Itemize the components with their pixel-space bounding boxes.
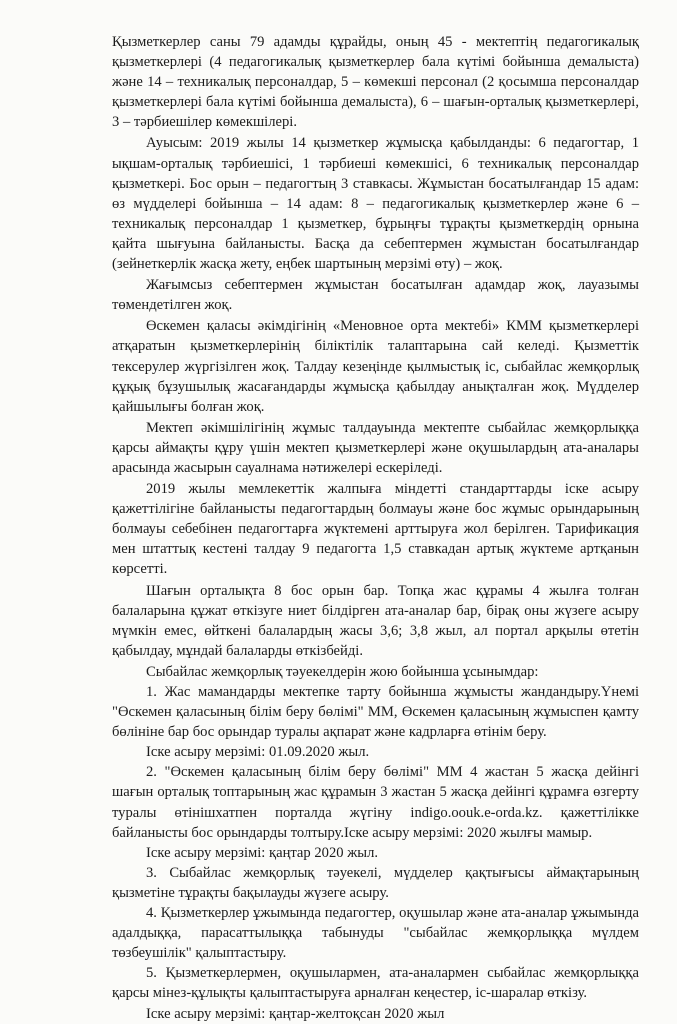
paragraph-qualification: Өскемен қаласы әкімдігінің «Меновное орта мектебі» КММ қызметкерлері атқаратын қызметкерлерінің біліктілік талаптарына сай келеді. Қызметтік тексерулер жүргізілген жоқ. Талдау кезеңінде қылмыстық іс, сыбайлас жемқорлық құқық бұзушылық жасағандарды жұмысқа қабылдау анықталған жоқ. Мүдделер қайшылығы болған жоқ. <box>112 318 639 415</box>
paragraph-mini-center: Шағын орталықта 8 бос орын бар. Топқа жас құрамы 4 жылға толған балаларына құжат өткізуге ниет білдірген ата-аналар бар, бірақ оны жүзеге асыру мүмкін емес, өйткені балалардың жасы 3,6; 3,8 жыл, ал портал арқылы өтетін қабылдау, мұндай балаларды өткізбейді. <box>112 582 639 659</box>
recommendation-1: 1. Жас мамандарды мектепке тарту бойынша жұмысты жандандыру.Үнемі "Өскемен қаласының білім беру бөлімі" ММ, Өскемен қаласының жұмыспен қамту бөлініне бар бос орындар туралы ақпарат және кадрларға өтінім беру. <box>112 684 639 741</box>
deadline-final: Іске асыру мерзімі: қаңтар-желтоқсан 2020 жыл <box>146 1005 445 1022</box>
recommendations-heading: Сыбайлас жемқорлық тәуекелдерін жою бойынша ұсынымдар: <box>146 663 539 680</box>
deadline-2: Іске асыру мерзімі: қаңтар 2020 жыл. <box>146 844 379 861</box>
recommendation-3: 3. Сыбайлас жемқорлық тәуекелі, мүдделер қақтығысы аймақтарының қызметіне тұрақты бақылауды жүзеге асыру. <box>112 864 639 901</box>
recommendation-2: 2. "Өскемен қаласының білім беру бөлімі" ММ 4 жастан 5 жасқа дейінгі шағын орталық топтарының жас құрамын 3 жастан 5 жасқа дейінгі құрамға өзгерту туралы өтінішхатпен порталда жүгіну indigo.oouk.e-orda.kz. қажеттілікке байланысты бос орындарды толтыру.Іске асыру мерзімі: 2020 жылғы мамыр. <box>112 764 639 841</box>
recommendation-4: 4. Қызметкерлер ұжымында педагогтер, оқушылар және ата-аналар ұжымында адалдыққа, парасаттылыққа табынуды "сыбайлас жемқорлыққа мүлдем төзбеушілік" қалыптастыру. <box>112 905 639 962</box>
paragraph-turnover: Ауысым: 2019 жылы 14 қызметкер жұмысқа қабылданды: 6 педагогтар, 1 ықшам-орталық тәрбиешісі, 1 тәрбиеші көмекшісі, 6 техникалық персоналдар қызметкері. Бос орын – педагогтың 3 ставкасы. Жұмыстан босатылғандар 15 адам: өз мүдделері бойынша – 14 адам: 8 – педагогикалық қызметкерлер және 6 – техникалық персоналдар 1 қызметкер, бұрыңғы тұрақты қызметкердің орнына қайта шығуына байланысты. Басқа да себептермен жұмыстан босатылғандар (зейнеткерлік жасқа жету, еңбек шартының мерзімі өту) – жоқ. <box>112 135 639 273</box>
recommendation-5: 5. Қызметкерлермен, оқушылармен, ата-аналармен сыбайлас жемқорлыққа қарсы мінез-құлықты қалыптастыруға арналған кеңестер, іс-шаралар өткізу. <box>112 965 639 1002</box>
paragraph-workload: 2019 жылы мемлекеттік жалпыға міндетті стандарттарды іске асыру қажеттілігіне байланысты педагогтардың болмауы және бос жұмыс орындарының болмауы себебінен педагогтарға жүктемені арттыруға жол берілген. Тарификация мен штаттық кестені талдау 9 педагогта 1,5 ставкадан артық жүктеме артқанын көрсетті. <box>112 481 639 578</box>
paragraph-survey: Мектеп әкімшілігінің жұмыс талдауында мектепте сыбайлас жемқорлыққа қарсы аймақты құру үшін мектеп қызметкерлері және оқушылардың ата-аналары арасында жасырын сауалнама нәтижелері ескеріледі. <box>112 419 639 476</box>
paragraph-staff-count: Қызметкерлер саны 79 адамды құрайды, оның 45 - мектептің педагогикалық қызметкерлері (4 педагогикалық қызметкерлер бала күтімі бойынша демалыста) және 14 – техникалық персоналдар, 5 – көмекші персонал (2 қосымша персоналдар қызметкерлері бала күтімі бойынша демалыста), 6 – шағын-орталық қызметкерлері, 3 – тәрбиешілер көмекшілері. <box>112 34 639 131</box>
paragraph-negative-dismissals: Жағымсыз себептермен жұмыстан босатылған адамдар жоқ, лауазымы төмендетілген жоқ. <box>112 277 639 314</box>
deadline-1: Іске асыру мерзімі: 01.09.2020 жыл. <box>146 744 370 761</box>
